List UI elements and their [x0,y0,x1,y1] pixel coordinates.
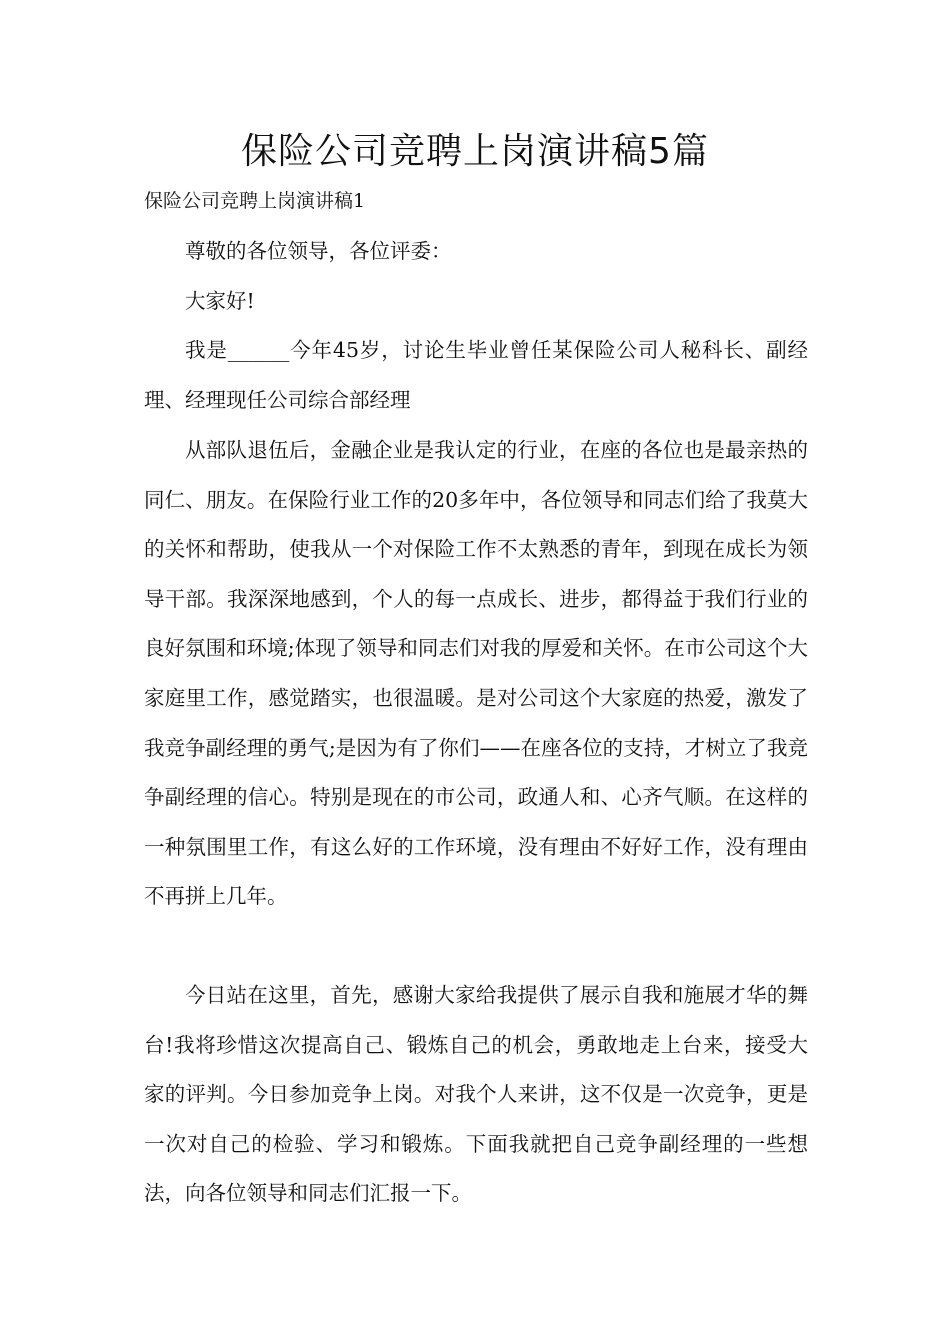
paragraph-greeting: 大家好! [185,289,255,313]
paragraph-self-introduction: 我是______今年45岁，讨论生毕业曾任某保险公司人秘科长、副经理、经理现任公司综合部经理 [144,338,808,412]
paragraph-purpose: 今日站在这里，首先，感谢大家给我提供了展示自我和施展才华的舞台!我将珍惜这次提高自己、锻炼自己的机会，勇敢地走上台来，接受大家的评判。今日参加竞争上岗。对我个人来讲，这不仅是一次竞争，更是一次对自己的检验、学习和锻炼。下面我就把自己竞争副经理的一些想法，向各位领导和同志们汇报一下。 [144,983,808,1206]
paragraph-background: 从部队退伍后，金融企业是我认定的行业，在座的各位也是最亲热的同仁、朋友。在保险行业工作的20多年中，各位领导和同志们给了我莫大的关怀和帮助，使我从一个对保险工作不太熟悉的青年，到现在成长为领导干部。我深深地感到，个人的每一点成长、进步，都得益于我们行业的良好氛围和环境;体现了领导和同志们对我的厚爱和关怀。在市公司这个大家庭里工作，感觉踏实，也很温暖。是对公司这个大家庭的热爱，激发了我竞争副经理的勇气;是因为有了你们——在座各位的支持，才树立了我竞争副经理的信心。特别是现在的市公司，政通人和、心齐气顺。在这样的一种氛围里工作，有这么好的工作环境，没有理由不好好工作，没有理由不再拼上几年。 [144,438,808,909]
section-heading: 保险公司竞聘上岗演讲稿1 [144,190,366,212]
paragraph-salutation: 尊敬的各位领导，各位评委： [185,239,452,263]
document-title: 保险公司竞聘上岗演讲稿5篇 [241,131,709,172]
